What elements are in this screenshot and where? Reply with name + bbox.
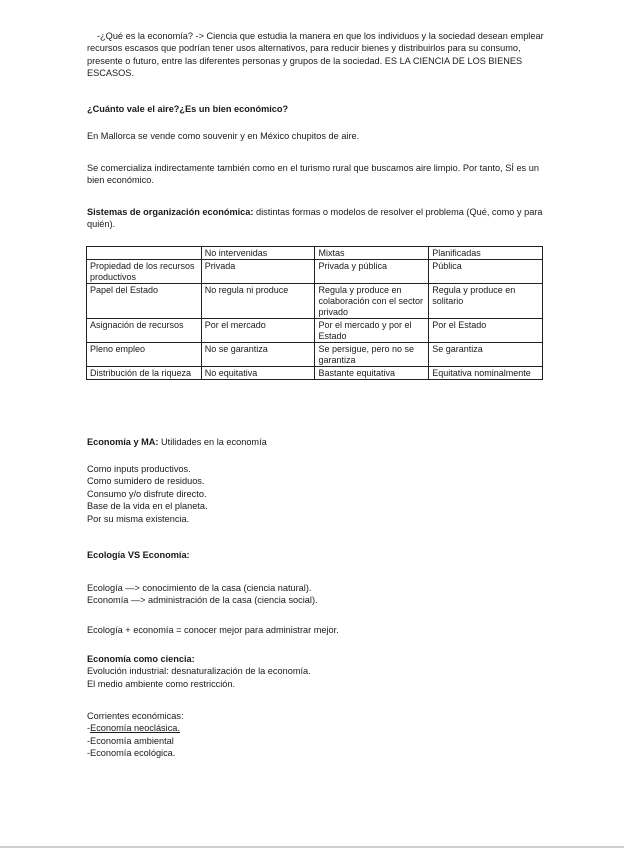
ecologia-line-1: Ecología —> conocimiento de la casa (ciencia natural).: [87, 583, 312, 593]
table-cell: Por el mercado: [201, 319, 315, 343]
table-header-cell: No intervenidas: [201, 247, 315, 260]
aire-text-2: Se comercializa indirectamente también como en el turismo rural que buscamos aire limpio. Por tanto, SÍ es un bien económico.: [87, 163, 539, 186]
table-row: [87, 367, 543, 380]
intro-paragraph: [87, 30, 547, 80]
corrientes-item-1: [87, 722, 547, 734]
table-cell: Se persigue, pero no se garantiza: [315, 343, 429, 367]
table-header-cell: Planificadas: [429, 247, 543, 260]
ciencia-line-2: El medio ambiente como restricción.: [87, 678, 236, 689]
sistemas-text: [87, 206, 547, 231]
ma-heading-bold: Economía y MA:: [87, 437, 159, 447]
table-cell: Distribución de la riqueza: [87, 367, 202, 380]
table-cell: Papel del Estado: [87, 284, 202, 319]
corrientes-item-2: -Economía ambiental: [87, 735, 174, 746]
aire-paragraph-1: [87, 130, 547, 142]
intro-text: -¿Qué es la economía? -> Ciencia que estudia la manera en que los individuos y la sociedad desean emplear recursos escasos que podrían tener usos alternativos, para reducir bienes y distribuirlos para su consumo, presente o futuro, entre las diferentes personas y grupos de la sociedad. ES LA CIENCIA DE LOS BIENES ESCASOS.: [87, 31, 544, 79]
list-item: Consumo y/o disfrute directo.: [87, 488, 207, 499]
ma-list: [87, 463, 547, 525]
table-cell: Bastante equitativa: [315, 367, 429, 380]
table-cell: Por el mercado y por el Estado: [315, 319, 429, 343]
aire-heading: ¿Cuánto vale el aire?¿Es un bien económico?: [87, 104, 289, 114]
ciencia-line-1: Evolución industrial: desnaturalización de la economía.: [87, 666, 311, 677]
ecologia-heading: Ecología VS Economía:: [87, 550, 190, 560]
list-item: Por su misma existencia.: [87, 513, 190, 524]
table-row: [87, 284, 543, 319]
table-cell: Pleno empleo: [87, 343, 202, 367]
corrientes-title: Corrientes económicas:: [87, 711, 184, 721]
table-cell: Asignación de recursos: [87, 319, 202, 343]
table-row: [87, 343, 543, 367]
table-row: [87, 319, 543, 343]
list-item: Base de la vida en el planeta.: [87, 501, 208, 512]
table-cell: Regula y produce en solitario: [429, 284, 543, 319]
aire-section: [87, 103, 547, 115]
table-cell: No equitativa: [201, 367, 315, 380]
ciencia-section: [87, 653, 547, 690]
table-cell: No se garantiza: [201, 343, 315, 367]
table-cell: No regula ni produce: [201, 284, 315, 319]
ecologia-lines: [87, 582, 547, 607]
ma-heading: [87, 436, 547, 448]
table-header-cell: Mixtas: [315, 247, 429, 260]
sistemas-heading: Sistemas de organización económica:: [87, 207, 254, 217]
table-cell: Privada y pública: [315, 260, 429, 284]
list-item: Como inputs productivos.: [87, 464, 191, 474]
table-header-cell: [87, 247, 202, 260]
ecologia-heading-block: [87, 549, 547, 561]
ciencia-heading: Economía como ciencia:: [87, 654, 195, 664]
aire-text-1: En Mallorca se vende como souvenir y en México chupitos de aire.: [87, 131, 360, 141]
table-cell: Por el Estado: [429, 319, 543, 343]
corrientes-item-1-text: Economía neoclásica.: [90, 723, 180, 734]
corrientes-item-1-prefix: -: [87, 723, 91, 734]
ecologia-line-3: Ecología + economía = conocer mejor para administrar mejor.: [87, 625, 339, 635]
ecologia-formula-block: [87, 624, 547, 636]
table-row: [87, 260, 543, 284]
economic-systems-table: [86, 246, 543, 380]
sistemas-description: distintas formas o modelos de resolver el problema (Qué, como y para quién).: [87, 207, 543, 230]
corrientes-item-3: -Economía ecológica.: [87, 748, 176, 759]
ecologia-line-2: Economía —> administración de la casa (ciencia social).: [87, 595, 318, 606]
table-cell: Equitativa nominalmente: [429, 367, 543, 380]
list-item: Como sumidero de residuos.: [87, 476, 205, 487]
ma-heading-block: [87, 436, 547, 448]
table-cell: Privada: [201, 260, 315, 284]
table-cell: Propiedad de los recursos productivos: [87, 260, 202, 284]
table-cell: Regula y produce en colaboración con el sector privado: [315, 284, 429, 319]
table-cell: Pública: [429, 260, 543, 284]
sistemas-paragraph: [87, 206, 547, 231]
table-header-row: [87, 247, 543, 260]
corrientes-section: [87, 710, 547, 760]
table-cell: Se garantiza: [429, 343, 543, 367]
aire-paragraph-2: [87, 162, 547, 187]
ma-heading-rest: Utilidades en la economía: [158, 437, 267, 447]
